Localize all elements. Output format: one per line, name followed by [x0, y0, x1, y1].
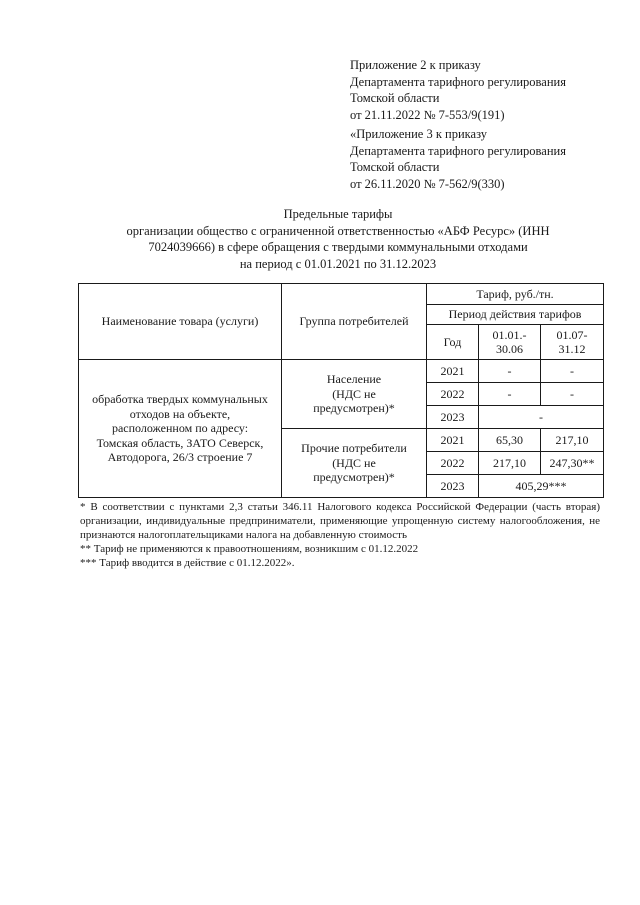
appendix-reference-2	[350, 126, 566, 192]
header-first-half	[479, 325, 541, 360]
service-line: обработка твердых коммунальных	[92, 392, 268, 407]
header-second-half-end: 31.12	[558, 342, 586, 356]
group-line: (НДС не	[332, 455, 376, 470]
header-year: Год	[427, 325, 479, 360]
cell-full-year: -	[479, 406, 604, 429]
group-line: предусмотрен)*	[313, 401, 395, 416]
appendix-line: Департамента тарифного регулирования	[350, 74, 566, 89]
header-tariff: Тариф, руб./тн.	[427, 284, 604, 305]
cell-first-half: -	[479, 360, 541, 383]
cell-second-half: -	[541, 383, 604, 406]
cell-year: 2022	[427, 383, 479, 406]
cell-year: 2023	[427, 475, 479, 498]
header-second-half-start: 01.07-	[556, 327, 588, 342]
service-line: Томская область, ЗАТО Северск,	[96, 435, 264, 450]
header-period: Период действия тарифов	[427, 305, 604, 325]
cell-year: 2022	[427, 452, 479, 475]
footnote-vat: * В соответствии с пунктами 2,3 статьи 346.11 Налогового кодекса Российской Федерации (часть вторая) организации, индивидуальные предприниматели, применяющие упрощенную систему налогообложения, не признаются налогоплательщиками налога на добавленную стоимость	[80, 501, 600, 541]
cell-year: 2021	[427, 360, 479, 383]
footnote-not-applied: ** Тариф не применяются к правоотношениям, возникшим с 01.12.2022	[80, 543, 419, 555]
appendix-line: Томской области	[350, 91, 440, 105]
tariff-table	[78, 283, 604, 498]
title-line: организации общество с ограниченной ответственностью «АБФ Ресурс» (ИНН	[126, 223, 550, 238]
cell-first-half: 217,10	[479, 452, 541, 475]
cell-first-half: -	[479, 383, 541, 406]
group-line: предусмотрен)*	[313, 470, 395, 485]
service-line: отходов на объекте,	[129, 406, 231, 421]
table-header-row	[79, 284, 604, 305]
cell-second-half: 217,10	[541, 429, 604, 452]
title-line: Предельные тарифы	[283, 207, 393, 221]
header-first-half-end: 30.06	[496, 342, 523, 356]
service-line: расположенном по адресу:	[111, 421, 249, 436]
header-second-half	[541, 325, 604, 360]
cell-year: 2023	[427, 406, 479, 429]
header-consumer-group: Группа потребителей	[282, 284, 427, 360]
appendix-line: Томской области	[350, 160, 440, 174]
cell-second-half: -	[541, 360, 604, 383]
footnote-effective-date: *** Тариф вводится в действие с 01.12.2022».	[80, 557, 295, 569]
appendix-line: от 26.11.2020 № 7-562/9(330)	[350, 176, 505, 191]
group-line: (НДС не	[332, 386, 376, 401]
appendix-line: от 21.11.2022 № 7-553/9(191)	[350, 107, 505, 122]
cell-second-half: 247,30**	[541, 452, 604, 475]
consumer-group-other	[282, 429, 427, 498]
appendix-line: Департамента тарифного регулирования	[350, 143, 566, 158]
header-first-half-start: 01.01.-	[492, 327, 527, 342]
cell-year: 2021	[427, 429, 479, 452]
cell-full-year: 405,29***	[479, 475, 604, 498]
title-line: на период с 01.01.2021 по 31.12.2023	[239, 256, 437, 271]
appendix-line: «Приложение 3 к приказу	[350, 127, 488, 141]
service-line: Автодорога, 26/3 строение 7	[107, 450, 253, 465]
table-row	[79, 360, 604, 383]
document-title	[80, 206, 596, 272]
header-service: Наименование товара (услуги)	[79, 284, 282, 360]
appendix-line: Приложение 2 к приказу	[350, 58, 481, 72]
cell-first-half: 65,30	[479, 429, 541, 452]
service-description	[79, 360, 282, 498]
consumer-group-population	[282, 360, 427, 429]
group-line: Население	[326, 372, 382, 387]
appendix-reference-1	[350, 57, 566, 123]
group-line: Прочие потребители	[301, 441, 407, 456]
footnotes	[80, 500, 600, 570]
title-line: 7024039666) в сфере обращения с твердыми коммунальными отходами	[148, 240, 528, 254]
